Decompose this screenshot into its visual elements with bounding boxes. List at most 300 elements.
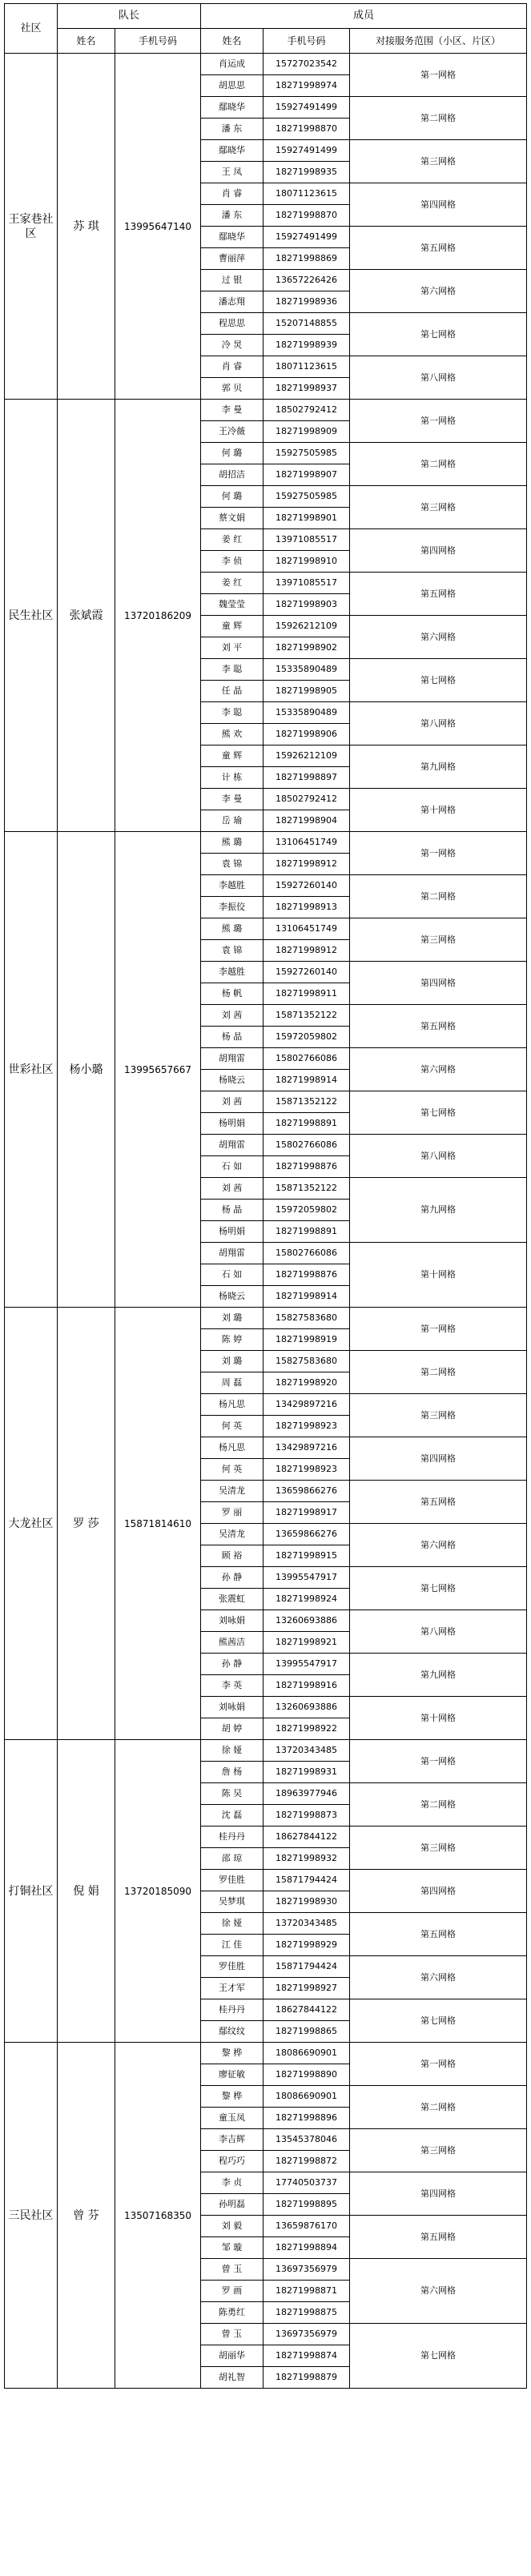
member-name: 曾 玉 xyxy=(201,2259,263,2281)
member-name: 胡翔雷 xyxy=(201,1243,263,1264)
service-grid: 第十网格 xyxy=(350,789,527,832)
service-grid: 第五网格 xyxy=(350,573,527,616)
header-leader-phone: 手机号码 xyxy=(115,29,201,54)
member-name: 李吉辉 xyxy=(201,2129,263,2151)
member-phone: 18271998927 xyxy=(263,1978,350,1999)
member-name: 罗 丽 xyxy=(201,1502,263,1524)
community-name: 大龙社区 xyxy=(5,1308,58,1740)
member-name: 顾 裕 xyxy=(201,1545,263,1567)
member-phone: 18271998914 xyxy=(263,1070,350,1091)
service-grid: 第一网格 xyxy=(350,400,527,443)
service-grid: 第八网格 xyxy=(350,702,527,745)
member-phone: 15802766086 xyxy=(263,1048,350,1070)
member-phone: 13720343485 xyxy=(263,1740,350,1762)
member-name: 鄢晓华 xyxy=(201,97,263,119)
leader-name: 杨小璐 xyxy=(58,832,115,1308)
service-grid: 第六网格 xyxy=(350,1524,527,1567)
member-phone: 18271998865 xyxy=(263,2021,350,2043)
service-grid: 第五网格 xyxy=(350,1913,527,1956)
member-phone: 18271998911 xyxy=(263,983,350,1005)
member-phone: 18271998906 xyxy=(263,724,350,745)
member-name: 刘 茜 xyxy=(201,1178,263,1200)
service-grid: 第一网格 xyxy=(350,1308,527,1351)
service-grid: 第八网格 xyxy=(350,356,527,400)
member-phone: 18271998874 xyxy=(263,2345,350,2367)
community-name: 世彩社区 xyxy=(5,832,58,1308)
member-name: 王才军 xyxy=(201,1978,263,1999)
member-phone: 13697356979 xyxy=(263,2259,350,2281)
member-name: 吴梦琪 xyxy=(201,1891,263,1913)
member-name: 曹丽萍 xyxy=(201,248,263,270)
member-phone: 18271998924 xyxy=(263,1589,350,1610)
member-phone: 18271998907 xyxy=(263,464,350,486)
member-phone: 18271998890 xyxy=(263,2064,350,2086)
member-phone: 13106451749 xyxy=(263,832,350,854)
member-name: 李 聪 xyxy=(201,702,263,724)
member-name: 肖 睿 xyxy=(201,183,263,205)
header-team-leader: 队长 xyxy=(58,4,201,29)
service-grid: 第四网格 xyxy=(350,1870,527,1913)
member-phone: 18271998932 xyxy=(263,1848,350,1870)
member-phone: 15871352122 xyxy=(263,1091,350,1113)
member-name: 詹 杨 xyxy=(201,1762,263,1783)
member-phone: 18271998913 xyxy=(263,897,350,918)
member-phone: 18271998929 xyxy=(263,1935,350,1956)
member-name: 鄢晓华 xyxy=(201,227,263,248)
member-name: 刘 璐 xyxy=(201,1351,263,1372)
member-phone: 18271998876 xyxy=(263,1264,350,1286)
member-phone: 17740503737 xyxy=(263,2172,350,2194)
member-phone: 18271998917 xyxy=(263,1502,350,1524)
community-name: 打铜社区 xyxy=(5,1740,58,2043)
member-name: 熊 欢 xyxy=(201,724,263,745)
member-name: 吴清龙 xyxy=(201,1524,263,1545)
member-phone: 15335890489 xyxy=(263,702,350,724)
member-name: 陈勇红 xyxy=(201,2302,263,2324)
member-phone: 15927491499 xyxy=(263,227,350,248)
service-grid: 第八网格 xyxy=(350,1610,527,1654)
member-phone: 18271998910 xyxy=(263,551,350,573)
member-phone: 15927491499 xyxy=(263,140,350,162)
member-name: 李 曼 xyxy=(201,400,263,421)
member-name: 胡翔雷 xyxy=(201,1048,263,1070)
service-grid: 第三网格 xyxy=(350,140,527,183)
service-grid: 第一网格 xyxy=(350,832,527,875)
member-phone: 15927260140 xyxy=(263,875,350,897)
member-name: 陈 旲 xyxy=(201,1783,263,1805)
member-name: 桂丹丹 xyxy=(201,1999,263,2021)
member-phone: 18271998897 xyxy=(263,767,350,789)
member-name: 程思思 xyxy=(201,313,263,335)
member-name: 任 晶 xyxy=(201,681,263,702)
service-grid: 第七网格 xyxy=(350,659,527,702)
member-phone: 15827583680 xyxy=(263,1308,350,1329)
member-phone: 18271998935 xyxy=(263,162,350,183)
member-phone: 15927260140 xyxy=(263,962,350,983)
member-phone: 13659876170 xyxy=(263,2216,350,2237)
member-phone: 18271998912 xyxy=(263,940,350,962)
member-name: 姜 红 xyxy=(201,529,263,551)
service-grid: 第六网格 xyxy=(350,616,527,659)
member-name: 杨 晶 xyxy=(201,1200,263,1221)
member-name: 蔡文娟 xyxy=(201,508,263,529)
member-name: 熊茜洁 xyxy=(201,1632,263,1654)
service-grid: 第三网格 xyxy=(350,918,527,962)
member-name: 孙 静 xyxy=(201,1654,263,1675)
member-phone: 18502792412 xyxy=(263,789,350,810)
member-phone: 15335890489 xyxy=(263,659,350,681)
member-phone: 15927491499 xyxy=(263,97,350,119)
member-phone: 18271998876 xyxy=(263,1156,350,1178)
service-grid: 第二网格 xyxy=(350,97,527,140)
service-grid: 第十网格 xyxy=(350,1243,527,1308)
leader-phone: 13507168350 xyxy=(115,2043,201,2389)
member-name: 石 如 xyxy=(201,1264,263,1286)
service-grid: 第一网格 xyxy=(350,1740,527,1783)
leader-phone: 13720186209 xyxy=(115,400,201,832)
member-name: 杨凡思 xyxy=(201,1394,263,1416)
member-name: 杨晓云 xyxy=(201,1070,263,1091)
member-phone: 18271998923 xyxy=(263,1416,350,1437)
member-phone: 18271998939 xyxy=(263,335,350,356)
service-grid: 第五网格 xyxy=(350,227,527,270)
member-phone: 13697356979 xyxy=(263,2324,350,2345)
member-phone: 18271998870 xyxy=(263,205,350,227)
member-name: 石 如 xyxy=(201,1156,263,1178)
service-grid: 第六网格 xyxy=(350,1048,527,1091)
member-phone: 18271998912 xyxy=(263,854,350,875)
member-name: 李 曼 xyxy=(201,789,263,810)
member-name: 李 聪 xyxy=(201,659,263,681)
member-phone: 13657226426 xyxy=(263,270,350,291)
member-phone: 15871352122 xyxy=(263,1178,350,1200)
member-phone: 18271998869 xyxy=(263,248,350,270)
member-name: 潘 东 xyxy=(201,205,263,227)
member-phone: 18071123615 xyxy=(263,183,350,205)
header-leader-name: 姓名 xyxy=(58,29,115,54)
member-phone: 18271998903 xyxy=(263,594,350,616)
service-grid: 第九网格 xyxy=(350,1654,527,1697)
member-name: 胡招洁 xyxy=(201,464,263,486)
member-name: 桂丹丹 xyxy=(201,1827,263,1848)
member-phone: 18271998871 xyxy=(263,2281,350,2302)
member-name: 熊 璐 xyxy=(201,832,263,854)
member-phone: 15207148855 xyxy=(263,313,350,335)
member-name: 邹 璇 xyxy=(201,2237,263,2259)
member-name: 姜 红 xyxy=(201,573,263,594)
member-name: 李越胜 xyxy=(201,875,263,897)
member-name: 袁 锦 xyxy=(201,940,263,962)
member-phone: 18271998936 xyxy=(263,291,350,313)
member-name: 徐 娅 xyxy=(201,1740,263,1762)
member-name: 程巧巧 xyxy=(201,2151,263,2172)
member-name: 刘 茜 xyxy=(201,1005,263,1027)
member-phone: 18271998896 xyxy=(263,2108,350,2129)
member-name: 潘志翔 xyxy=(201,291,263,313)
member-name: 熊 璐 xyxy=(201,918,263,940)
member-phone: 13429897216 xyxy=(263,1437,350,1459)
member-name: 李 英 xyxy=(201,1675,263,1697)
member-name: 徐 娅 xyxy=(201,1913,263,1935)
member-phone: 18271998870 xyxy=(263,119,350,140)
service-grid: 第九网格 xyxy=(350,745,527,789)
member-name: 何 璐 xyxy=(201,443,263,464)
member-name: 罗佳胜 xyxy=(201,1870,263,1891)
member-phone: 15926212109 xyxy=(263,745,350,767)
member-phone: 18271998923 xyxy=(263,1459,350,1481)
table-body xyxy=(5,54,527,2389)
service-grid: 第二网格 xyxy=(350,875,527,918)
member-name: 杨 帆 xyxy=(201,983,263,1005)
member-phone: 18271998922 xyxy=(263,1718,350,1740)
member-phone: 18502792412 xyxy=(263,400,350,421)
service-grid: 第四网格 xyxy=(350,962,527,1005)
member-name: 魏莹莹 xyxy=(201,594,263,616)
service-grid: 第四网格 xyxy=(350,1437,527,1481)
member-phone: 15972059802 xyxy=(263,1027,350,1048)
member-phone: 18271998931 xyxy=(263,1762,350,1783)
service-grid: 第三网格 xyxy=(350,2129,527,2172)
member-phone: 15972059802 xyxy=(263,1200,350,1221)
member-phone: 15871794424 xyxy=(263,1956,350,1978)
service-grid: 第四网格 xyxy=(350,183,527,227)
member-name: 张震虹 xyxy=(201,1589,263,1610)
member-phone: 18963977946 xyxy=(263,1783,350,1805)
member-name: 鄢晓华 xyxy=(201,140,263,162)
member-name: 刘咏娟 xyxy=(201,1697,263,1718)
member-name: 杨凡思 xyxy=(201,1437,263,1459)
member-name: 何 英 xyxy=(201,1416,263,1437)
member-phone: 13995547917 xyxy=(263,1654,350,1675)
community-name: 王家巷社区 xyxy=(5,54,58,400)
member-phone: 18271998905 xyxy=(263,681,350,702)
member-phone: 18271998891 xyxy=(263,1113,350,1135)
member-phone: 13106451749 xyxy=(263,918,350,940)
member-phone: 13971085517 xyxy=(263,573,350,594)
member-name: 黎 桦 xyxy=(201,2086,263,2108)
service-grid: 第六网格 xyxy=(350,2259,527,2324)
member-phone: 13659866276 xyxy=(263,1524,350,1545)
service-grid: 第二网格 xyxy=(350,443,527,486)
member-phone: 18271998914 xyxy=(263,1286,350,1308)
member-phone: 15802766086 xyxy=(263,1243,350,1264)
service-grid: 第七网格 xyxy=(350,2324,527,2389)
community-name: 民生社区 xyxy=(5,400,58,832)
member-phone: 18271998937 xyxy=(263,378,350,400)
member-name: 杨明娟 xyxy=(201,1113,263,1135)
service-grid: 第七网格 xyxy=(350,1567,527,1610)
member-phone: 18271998909 xyxy=(263,421,350,443)
member-phone: 18071123615 xyxy=(263,356,350,378)
member-phone: 18271998902 xyxy=(263,637,350,659)
member-phone: 15871794424 xyxy=(263,1870,350,1891)
member-phone: 13971085517 xyxy=(263,529,350,551)
member-name: 冷 炅 xyxy=(201,335,263,356)
table-row xyxy=(5,54,527,75)
service-grid: 第六网格 xyxy=(350,1956,527,1999)
member-name: 李 贞 xyxy=(201,2172,263,2194)
service-grid: 第五网格 xyxy=(350,1005,527,1048)
member-name: 何 英 xyxy=(201,1459,263,1481)
member-phone: 13429897216 xyxy=(263,1394,350,1416)
table-row xyxy=(5,1308,527,1329)
member-phone: 18271998904 xyxy=(263,810,350,832)
member-name: 曾 玉 xyxy=(201,2324,263,2345)
member-phone: 15802766086 xyxy=(263,1135,350,1156)
service-grid: 第三网格 xyxy=(350,1827,527,1870)
member-name: 邵 琼 xyxy=(201,1848,263,1870)
member-name: 杨晓云 xyxy=(201,1286,263,1308)
member-phone: 13995547917 xyxy=(263,1567,350,1589)
leader-name: 曾 芬 xyxy=(58,2043,115,2389)
member-name: 王 凤 xyxy=(201,162,263,183)
member-phone: 18271998879 xyxy=(263,2367,350,2389)
service-grid: 第一网格 xyxy=(350,2043,527,2086)
table-row xyxy=(5,1740,527,1762)
header-service-scope: 对接服务范围（小区、片区） xyxy=(350,29,527,54)
service-grid: 第三网格 xyxy=(350,1394,527,1437)
member-name: 沈 磊 xyxy=(201,1805,263,1827)
table-row xyxy=(5,2043,527,2064)
member-name: 李越胜 xyxy=(201,962,263,983)
service-grid: 第九网格 xyxy=(350,1178,527,1243)
member-phone: 18627844122 xyxy=(263,1827,350,1848)
member-phone: 13659866276 xyxy=(263,1481,350,1502)
member-name: 李 侦 xyxy=(201,551,263,573)
member-name: 罗 画 xyxy=(201,2281,263,2302)
member-phone: 15827583680 xyxy=(263,1351,350,1372)
member-phone: 18271998901 xyxy=(263,508,350,529)
member-phone: 13260693886 xyxy=(263,1610,350,1632)
member-name: 罗佳胜 xyxy=(201,1956,263,1978)
member-phone: 18271998873 xyxy=(263,1805,350,1827)
member-phone: 18271998872 xyxy=(263,2151,350,2172)
personnel-table xyxy=(4,3,527,2389)
member-phone: 13545378046 xyxy=(263,2129,350,2151)
header-member-name: 姓名 xyxy=(201,29,263,54)
member-name: 刘 平 xyxy=(201,637,263,659)
header-community: 社区 xyxy=(5,4,58,54)
member-name: 杨 晶 xyxy=(201,1027,263,1048)
service-grid: 第四网格 xyxy=(350,2172,527,2216)
service-grid: 第五网格 xyxy=(350,1481,527,1524)
service-grid: 第二网格 xyxy=(350,1783,527,1827)
member-name: 童玉凤 xyxy=(201,2108,263,2129)
member-phone: 15927505985 xyxy=(263,443,350,464)
member-phone: 18271998921 xyxy=(263,1632,350,1654)
member-phone: 18271998919 xyxy=(263,1329,350,1351)
service-grid: 第六网格 xyxy=(350,270,527,313)
member-phone: 18271998895 xyxy=(263,2194,350,2216)
header-members: 成员 xyxy=(201,4,527,29)
leader-phone: 15871814610 xyxy=(115,1308,201,1740)
member-name: 孙明磊 xyxy=(201,2194,263,2216)
member-name: 计 栋 xyxy=(201,767,263,789)
table-row xyxy=(5,832,527,854)
leader-name: 倪 娟 xyxy=(58,1740,115,2043)
member-name: 廖征敏 xyxy=(201,2064,263,2086)
member-name: 刘 璐 xyxy=(201,1308,263,1329)
member-name: 王冷薇 xyxy=(201,421,263,443)
member-name: 胡翔雷 xyxy=(201,1135,263,1156)
service-grid: 第四网格 xyxy=(350,529,527,573)
member-name: 周 磊 xyxy=(201,1372,263,1394)
leader-name: 苏 琪 xyxy=(58,54,115,400)
community-name: 三民社区 xyxy=(5,2043,58,2389)
service-grid: 第三网格 xyxy=(350,486,527,529)
member-phone: 15926212109 xyxy=(263,616,350,637)
member-phone: 18271998875 xyxy=(263,2302,350,2324)
member-phone: 18086690901 xyxy=(263,2043,350,2064)
service-grid: 第七网格 xyxy=(350,313,527,356)
member-name: 袁 锦 xyxy=(201,854,263,875)
member-phone: 18086690901 xyxy=(263,2086,350,2108)
service-grid: 第五网格 xyxy=(350,2216,527,2259)
member-phone: 18271998916 xyxy=(263,1675,350,1697)
member-name: 鄢纹纹 xyxy=(201,2021,263,2043)
member-name: 刘 毅 xyxy=(201,2216,263,2237)
leader-name: 张斌霞 xyxy=(58,400,115,832)
member-name: 杨明娟 xyxy=(201,1221,263,1243)
member-name: 潘 东 xyxy=(201,119,263,140)
member-name: 胡礼智 xyxy=(201,2367,263,2389)
member-name: 吴清龙 xyxy=(201,1481,263,1502)
member-phone: 18627844122 xyxy=(263,1999,350,2021)
member-name: 岳 瑜 xyxy=(201,810,263,832)
member-name: 肖运成 xyxy=(201,54,263,75)
member-name: 胡丽华 xyxy=(201,2345,263,2367)
service-grid: 第七网格 xyxy=(350,1999,527,2043)
member-name: 刘咏娟 xyxy=(201,1610,263,1632)
service-grid: 第二网格 xyxy=(350,1351,527,1394)
member-name: 刘 茜 xyxy=(201,1091,263,1113)
table-row xyxy=(5,400,527,421)
member-phone: 18271998891 xyxy=(263,1221,350,1243)
service-grid: 第一网格 xyxy=(350,54,527,97)
member-name: 郭 贝 xyxy=(201,378,263,400)
member-phone: 18271998894 xyxy=(263,2237,350,2259)
header-member-phone: 手机号码 xyxy=(263,29,350,54)
member-phone: 15927505985 xyxy=(263,486,350,508)
member-phone: 15871352122 xyxy=(263,1005,350,1027)
member-name: 肖 睿 xyxy=(201,356,263,378)
member-phone: 13720343485 xyxy=(263,1913,350,1935)
service-grid: 第二网格 xyxy=(350,2086,527,2129)
member-phone: 18271998915 xyxy=(263,1545,350,1567)
member-name: 何 璐 xyxy=(201,486,263,508)
member-phone: 18271998930 xyxy=(263,1891,350,1913)
member-name: 童 辉 xyxy=(201,745,263,767)
member-name: 李振佼 xyxy=(201,897,263,918)
member-phone: 15727023542 xyxy=(263,54,350,75)
leader-phone: 13720185090 xyxy=(115,1740,201,2043)
member-name: 孙 静 xyxy=(201,1567,263,1589)
member-name: 陈 婷 xyxy=(201,1329,263,1351)
leader-phone: 13995647140 xyxy=(115,54,201,400)
leader-phone: 13995657667 xyxy=(115,832,201,1308)
service-grid: 第七网格 xyxy=(350,1091,527,1135)
member-name: 江 佳 xyxy=(201,1935,263,1956)
member-name: 胡思思 xyxy=(201,75,263,97)
member-phone: 18271998974 xyxy=(263,75,350,97)
member-phone: 18271998920 xyxy=(263,1372,350,1394)
leader-name: 罗 莎 xyxy=(58,1308,115,1740)
member-name: 童 辉 xyxy=(201,616,263,637)
service-grid: 第八网格 xyxy=(350,1135,527,1178)
member-name: 胡 婷 xyxy=(201,1718,263,1740)
member-phone: 13260693886 xyxy=(263,1697,350,1718)
member-name: 黎 桦 xyxy=(201,2043,263,2064)
